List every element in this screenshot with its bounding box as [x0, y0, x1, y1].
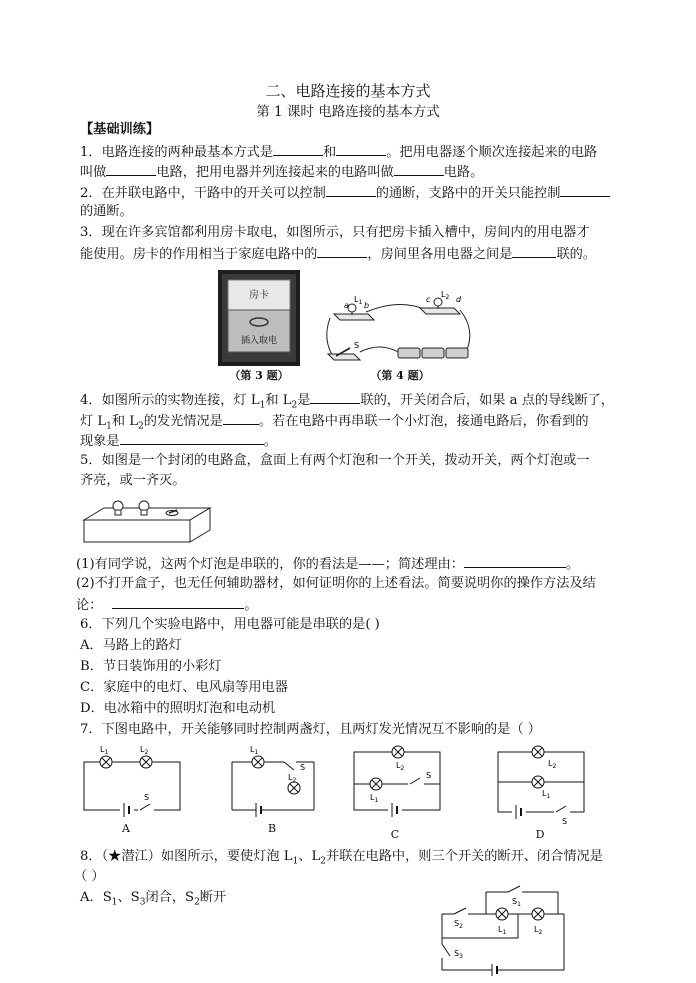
question-5-sub-2-line-1: [76, 574, 596, 594]
q2-text-c: 的通断。: [80, 204, 133, 219]
question-7-stem: 7．下图电路中，开关能够同时控制两盏灯，且两灯发光情况互不影响的是（ ）: [80, 722, 541, 737]
q7b-lamp-l1-icon: [252, 756, 264, 768]
q1-text-c: 。把用电器逐个顺次连接起来的电路: [386, 145, 598, 160]
q8-opt-a-4: 断开: [199, 890, 227, 905]
q7-label-d: D: [535, 828, 545, 841]
q6-option-c[interactable]: C．家庭中的电灯、电风扇等用电器: [80, 680, 288, 695]
q3-text-d: 联的。: [556, 247, 596, 262]
question-2-line-1: [80, 182, 610, 204]
q8-opt-a-3: 闭合，S: [145, 890, 195, 905]
q4-text-b4: 。若在电路中再串联一个小灯泡，接通电路后，你看到的: [258, 414, 589, 429]
q8-text-b: 、L: [298, 849, 321, 864]
q5-2-text-b: 论：: [76, 598, 103, 613]
q8-opt-a-sub-2: 2: [194, 897, 200, 908]
q7a-switch-label: S: [144, 793, 150, 802]
q2-blank-2[interactable]: [560, 182, 610, 197]
q4-text-b2: 和 L: [111, 414, 139, 429]
q5-text-b: 齐亮，或一齐灭。: [80, 473, 186, 488]
q8-text-c: 并联在电路中，则三个开关的断开、闭合情况是: [325, 849, 603, 864]
question-4-line-2: [80, 410, 589, 432]
figure-4-physical-circuit: [320, 290, 480, 368]
question-5-sub-2-line-2: [76, 594, 258, 616]
q7b-switch-label: S: [300, 763, 306, 772]
battery-2-icon: [422, 348, 444, 358]
q7-circuit-b[interactable]: [228, 740, 320, 818]
q8-opt-a-sub-1: 1: [111, 897, 118, 908]
question-8-line-2: （ ）: [74, 869, 105, 884]
q1-blank-4[interactable]: [394, 161, 444, 176]
q6-option-b[interactable]: B．节日装饰用的小彩灯: [80, 659, 222, 674]
q4-text-a1: 4．如图所示的实物连接，灯 L: [80, 393, 260, 408]
question-5-line-1: [80, 451, 590, 471]
figure-5-circuit-box: [82, 496, 214, 546]
q7a-lamp-l1-icon: [100, 756, 112, 768]
q5-1-text-a: (1)有同学说，这两个灯泡是串联的，你的看法是——；简述理由：: [76, 557, 464, 572]
q4-text-c: 现象是: [80, 434, 120, 449]
q7c-switch-label: S: [426, 771, 432, 780]
q7-circuit-a[interactable]: [80, 740, 184, 818]
q1-blank-1[interactable]: [273, 141, 323, 156]
q8-sub-2: 2: [320, 856, 326, 867]
q7c-l1-label: $L_1$: [370, 793, 379, 804]
fig8-lamp-l1-icon: [496, 908, 508, 920]
lamp-l2-label: $L_2$: [441, 290, 450, 301]
fig8-s3-label: $S_3$: [454, 949, 463, 960]
q7b-l2-label: $L_2$: [288, 773, 297, 784]
q7c-lamp-l2-icon: [392, 746, 404, 758]
q1-text-a: 1．电路连接的两种最基本方式是: [80, 145, 274, 160]
question-3-line-1: [80, 223, 590, 243]
battery-1-icon: [398, 348, 420, 358]
fig8-s1-label: $S_1$: [512, 897, 521, 908]
fig8-lamp-l2-icon: [532, 908, 544, 920]
q7d-l1-label: $L_1$: [542, 789, 551, 800]
question-4-line-3: [80, 430, 277, 452]
q8-sub-1: 1: [292, 856, 299, 867]
q7d-lamp-l2-icon: [532, 776, 544, 788]
question-5-line-2: [80, 471, 186, 491]
q4-text-b3: 的发光情况是: [143, 414, 223, 429]
q7a-l1-label: $L_1$: [100, 745, 109, 756]
q1-text-b: 和: [323, 145, 337, 160]
figure-3-room-card: [218, 270, 300, 366]
page-title: 二、电路连接的基本方式: [265, 82, 431, 100]
slot-label: 插入取电: [240, 336, 278, 346]
q3-text-a: 3．现在许多宾馆都利用房卡取电，如图所示，只有把房卡插入槽中，房间内的用电器才: [80, 225, 590, 240]
q4-text-b1: 灯 L: [80, 414, 107, 429]
q7c-lamp-l1-icon: [370, 778, 382, 790]
q7-circuit-d[interactable]: [494, 740, 588, 826]
point-c-label: c: [426, 295, 431, 304]
q1-blank-2[interactable]: [336, 141, 386, 156]
q4-sub-1: 1: [259, 400, 266, 411]
q4-text-a4: 联的，开关闭合后，如果 a 点的导线断了，: [360, 393, 615, 408]
question-1-line-2: [80, 161, 483, 183]
q3-blank-2[interactable]: [512, 243, 556, 258]
q7-circuit-c[interactable]: [350, 740, 444, 824]
point-a-label: a: [344, 301, 349, 310]
q7a-lamp-l2-icon: [140, 756, 152, 768]
q4-blank-2[interactable]: [223, 410, 259, 425]
q2-text-b: 的通断，支路中的开关只能控制: [375, 186, 561, 201]
section-heading: 【基础训练】: [80, 122, 160, 137]
q8-text-a: 8．（★潜江）如图所示，要使灯泡 L: [80, 849, 293, 864]
q4-sub-4: 2: [138, 421, 144, 432]
q5-text-a: 5．如图是一个封闭的电路盒，盒面上有两个灯泡和一个开关，拨动开关，两个灯泡或一: [80, 453, 590, 468]
question-1-line-1: [80, 141, 597, 163]
battery-3-icon: [446, 348, 468, 358]
q1-blank-3[interactable]: [106, 161, 156, 176]
q8-opt-a-1: A．S: [80, 890, 112, 905]
q5-1-text-b: 。: [565, 557, 580, 572]
q3-text-c: ，房间里各用电器之间是: [367, 247, 513, 262]
q5-2-blank[interactable]: [112, 594, 244, 609]
q5-2-text-c: 。: [244, 598, 258, 613]
q3-text-b: 能使用。房卡的作用相当于家庭电路中的: [80, 247, 318, 262]
figure-8-circuit: [440, 884, 574, 976]
q1-text-f: 电路。: [443, 165, 484, 180]
q4-blank-3[interactable]: [120, 430, 264, 445]
q7d-switch-label: S: [562, 817, 568, 826]
card-label: 房卡: [249, 290, 269, 301]
q7-label-a: A: [122, 822, 130, 835]
q4-sub-2: 2: [291, 400, 298, 411]
q1-text-e: 电路，把用电器并列连接起来的电路叫做: [156, 165, 394, 180]
q7b-l1-label: $L_1$: [250, 745, 259, 756]
point-b-label: b: [364, 301, 370, 310]
q7-label-c: C: [390, 828, 400, 841]
figure-4-caption: （第 4 题）: [370, 369, 430, 382]
q5-1-blank[interactable]: [464, 553, 566, 568]
q1-text-d: 叫做: [80, 165, 107, 180]
q7d-l2-label: $L_2$: [548, 759, 557, 770]
fig8-l1-label: $L_1$: [498, 925, 507, 936]
question-8-line-1: [80, 847, 603, 867]
q6-option-a[interactable]: A．马路上的路灯: [80, 638, 182, 653]
q3-blank-1[interactable]: [317, 243, 367, 258]
lamp-l1-icon: [348, 304, 356, 312]
question-4-line-1: [80, 389, 614, 411]
q4-text-a3: 是: [297, 393, 311, 408]
q7c-l2-label: $L_2$: [396, 761, 405, 772]
q8-option-a[interactable]: [80, 888, 226, 908]
q8-opt-a-2: 、S: [117, 890, 140, 905]
fig8-l2-label: $L_2$: [534, 925, 543, 936]
q7-label-b: B: [267, 822, 277, 835]
q5-2-text-a: (2)不打开盒子，也无任何辅助器材，如何证明你的上述看法。简要说明你的操作方法及结: [76, 576, 596, 591]
q4-text-a2: 和 L: [265, 393, 292, 408]
q6-option-d[interactable]: D．电冰箱中的照明灯泡和电动机: [80, 701, 276, 716]
question-3-line-2: [80, 243, 596, 265]
q4-text-d: 。: [263, 434, 277, 449]
q2-text-a: 2．在并联电路中，干路中的开关可以控制: [80, 186, 326, 201]
q7a-l2-label: $L_2$: [140, 745, 149, 756]
q4-sub-3: 1: [106, 421, 112, 432]
q2-blank-1[interactable]: [326, 182, 376, 197]
question-6-stem: 6．下列几个实验电路中，用电器可能是串联的是( ): [80, 617, 380, 632]
lamp-l1-label: $L_1$: [354, 295, 363, 306]
page-subtitle: 第 1 课时 电路连接的基本方式: [256, 104, 440, 120]
q7d-lamp-l1-icon: [532, 746, 544, 758]
point-d-label: d: [456, 295, 462, 304]
fig8-s2-label: $S_2$: [454, 919, 463, 930]
lamp-l2-icon: [434, 298, 442, 306]
figure-3-caption: （第 3 题）: [229, 369, 289, 382]
q8-opt-a-sub-3: 3: [139, 897, 146, 908]
question-5-sub-1: [76, 553, 579, 575]
q4-blank-1[interactable]: [310, 389, 360, 404]
question-2-line-2: [80, 202, 133, 222]
switch-s-label: S: [354, 341, 360, 350]
switch-base: [328, 354, 360, 360]
